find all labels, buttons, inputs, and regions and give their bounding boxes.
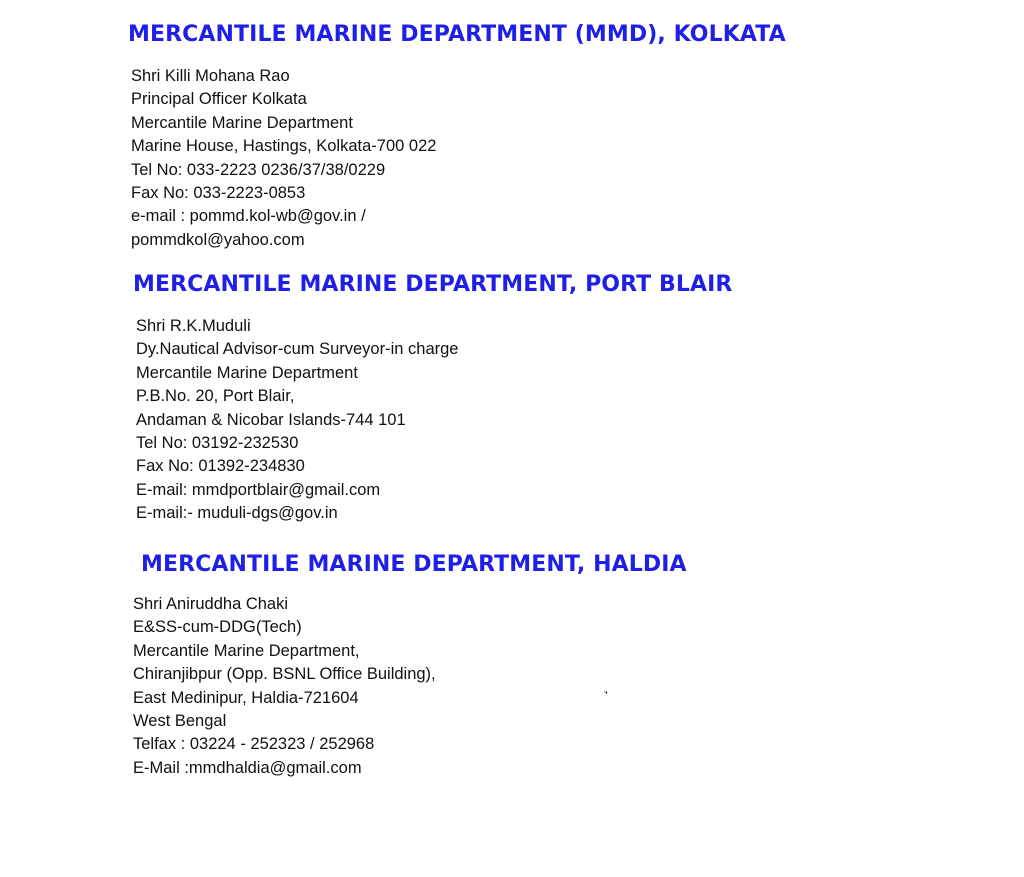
telfax: Telfax : 03224 - 252323 / 252968 xyxy=(133,735,375,754)
postal-address: Chiranjibpur (Opp. BSNL Office Building), xyxy=(133,665,436,684)
department-name: Mercantile Marine Department xyxy=(136,363,358,382)
officer-designation: Principal Officer Kolkata xyxy=(131,90,307,109)
email: E-mail: mmdportblair@gmail.com xyxy=(136,480,381,499)
department-name: Mercantile Marine Department, xyxy=(133,641,360,660)
telephone: Tel No: 033-2223 0236/37/38/0229 xyxy=(131,160,386,179)
section-heading-kolkata: MERCANTILE MARINE DEPARTMENT (MMD), KOLKATA xyxy=(128,22,786,47)
email-continued: pommdkol@yahoo.com xyxy=(131,230,305,249)
postal-address: P.B.No. 20, Port Blair, xyxy=(136,387,295,406)
section-heading-haldia: MERCANTILE MARINE DEPARTMENT, HALDIA xyxy=(141,552,687,577)
email: E-Mail :mmdhaldia@gmail.com xyxy=(133,758,362,777)
officer-name: Shri R.K.Muduli xyxy=(136,317,251,335)
fax: Fax No: 01392-234830 xyxy=(136,457,305,476)
telephone: Tel No: 03192-232530 xyxy=(136,433,299,452)
state: West Bengal xyxy=(133,711,227,730)
officer-designation: E&SS-cum-DDG(Tech) xyxy=(133,618,302,637)
postal-address-continued: Andaman & Nicobar Islands-744 101 xyxy=(136,410,406,429)
postal-address-continued: East Medinipur, Haldia-721604 xyxy=(133,688,359,707)
department-name: Mercantile Marine Department xyxy=(131,113,353,132)
postal-address: Marine House, Hastings, Kolkata-700 022 xyxy=(131,137,437,156)
email: e-mail : pommd.kol-wb@gov.in / xyxy=(131,207,366,226)
stray-mark-icon: ’̆ xyxy=(605,691,609,702)
address-block-haldia xyxy=(133,593,436,780)
section-heading-port-blair: MERCANTILE MARINE DEPARTMENT, PORT BLAIR xyxy=(133,272,733,297)
officer-name: Shri Aniruddha Chaki xyxy=(133,595,289,613)
fax: Fax No: 033-2223-0853 xyxy=(131,183,306,202)
officer-name: Shri Killi Mohana Rao xyxy=(131,67,290,85)
officer-designation: Dy.Nautical Advisor-cum Surveyor-in charge xyxy=(136,340,459,359)
address-block-kolkata xyxy=(131,65,436,252)
address-block-port-blair xyxy=(136,315,458,526)
email-secondary: E-mail:- muduli-dgs@gov.in xyxy=(136,504,338,523)
